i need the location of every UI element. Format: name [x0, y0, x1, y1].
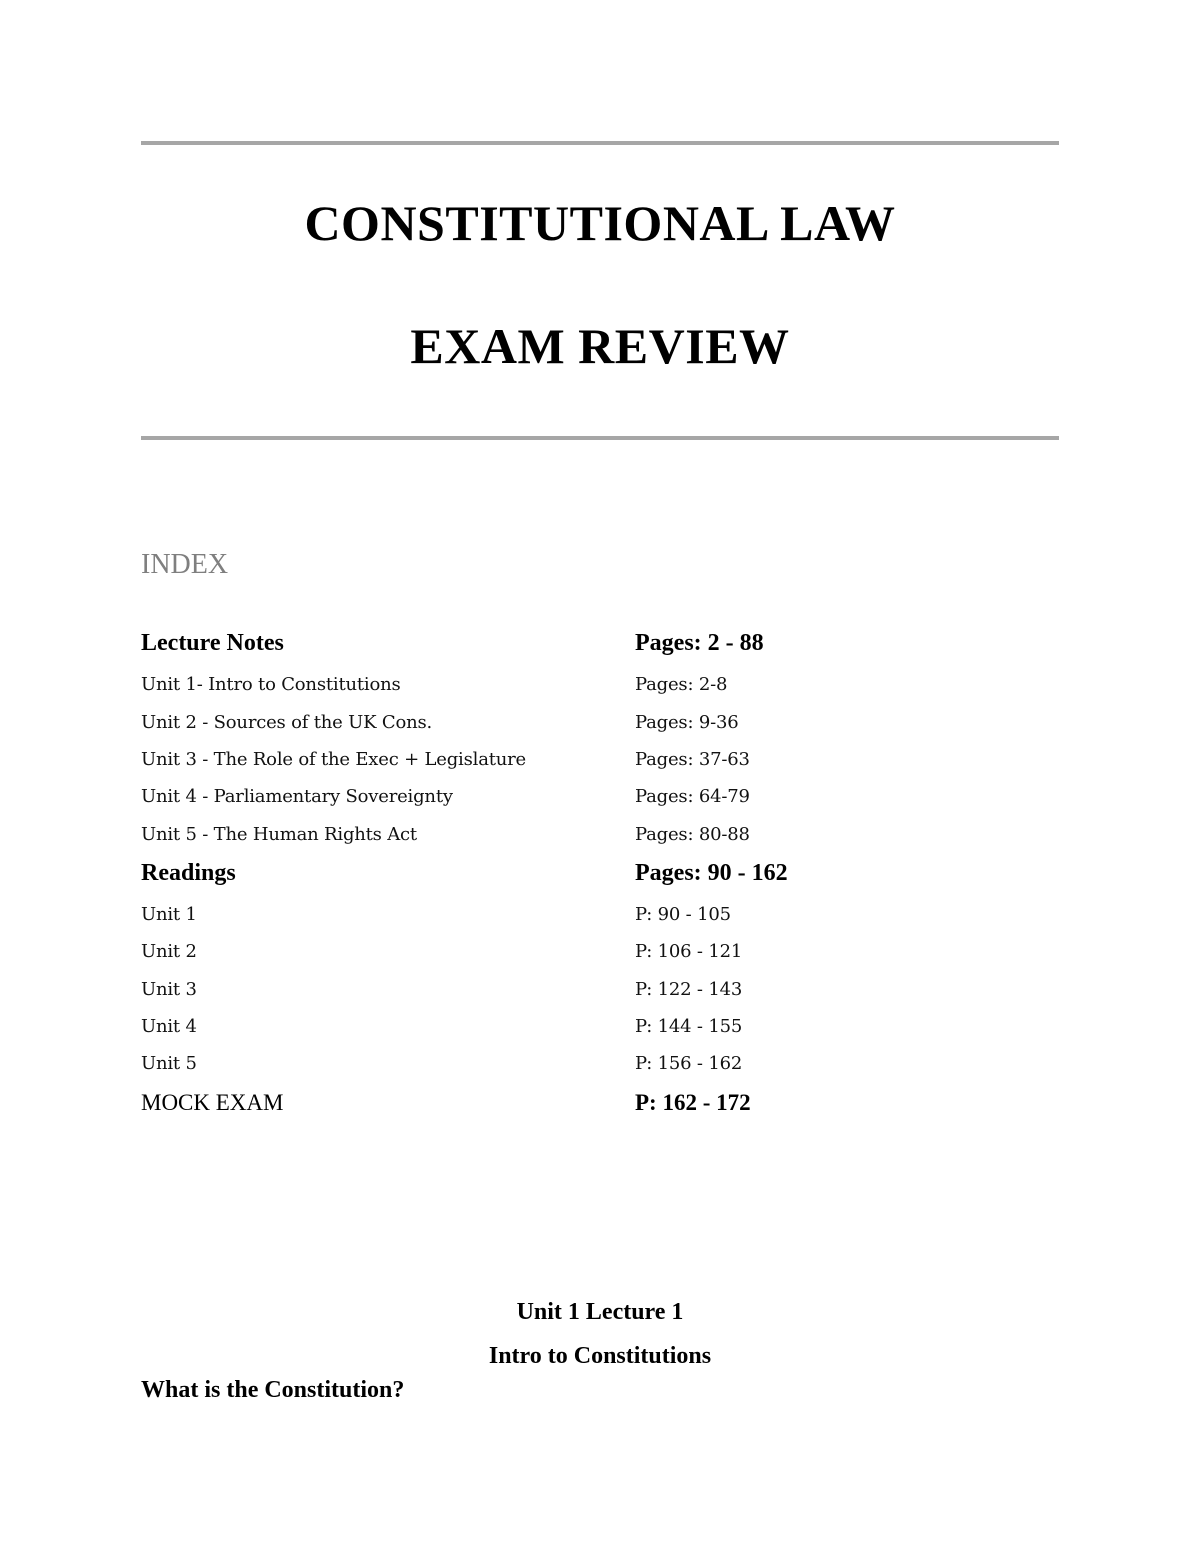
unit-subheading: Intro to Constitutions	[488, 1343, 712, 1369]
index-item-pages: P: 156 - 162	[635, 1053, 743, 1074]
index-row-mock-exam	[0, 1090, 1200, 1122]
index-item-label: Unit 2 - Sources of the UK Cons.	[141, 712, 433, 733]
index-row	[0, 1053, 1200, 1085]
index-row	[0, 674, 1200, 706]
index-item-label: Unit 5	[141, 1053, 197, 1074]
index-row	[0, 979, 1200, 1011]
index-item-pages: Pages: 37-63	[635, 749, 750, 770]
index-row	[0, 941, 1200, 973]
index-item-label: Unit 3	[141, 979, 197, 1000]
index-item-label: Unit 2	[141, 941, 197, 962]
index-item-pages: Pages: 2-8	[635, 674, 728, 695]
bottom-divider	[141, 436, 1059, 440]
index-section-label: Readings	[141, 860, 236, 886]
index-heading: INDEX	[141, 549, 229, 580]
index-section-pages: Pages: 90 - 162	[635, 860, 788, 886]
unit-heading: Unit 1 Lecture 1	[516, 1299, 684, 1325]
document-subtitle: EXAM REVIEW	[410, 318, 790, 374]
index-item-label: Unit 4	[141, 1016, 197, 1037]
index-item-label: Unit 4 - Parliamentary Sovereignty	[141, 786, 453, 807]
index-row	[0, 824, 1200, 856]
index-item-pages: Pages: 64-79	[635, 786, 750, 807]
index-item-label: Unit 3 - The Role of the Exec + Legislature	[141, 749, 527, 770]
index-item-pages: P: 144 - 155	[635, 1016, 743, 1037]
index-row	[0, 712, 1200, 744]
index-section-label: Lecture Notes	[141, 630, 284, 656]
index-row-lecture-notes	[0, 630, 1200, 662]
document-title: CONSTITUTIONAL LAW	[304, 195, 896, 251]
index-item-label: Unit 5 - The Human Rights Act	[141, 824, 417, 845]
index-item-pages: P: 106 - 121	[635, 941, 743, 962]
index-row	[0, 904, 1200, 936]
index-item-pages: Pages: 9-36	[635, 712, 739, 733]
index-section-pages: P: 162 - 172	[635, 1090, 751, 1115]
index-row	[0, 1016, 1200, 1048]
index-section-label: MOCK EXAM	[141, 1090, 284, 1115]
index-row	[0, 786, 1200, 818]
top-divider	[141, 141, 1059, 145]
index-row	[0, 749, 1200, 781]
index-item-pages: P: 90 - 105	[635, 904, 731, 925]
index-item-label: Unit 1	[141, 904, 197, 925]
section-question: What is the Constitution?	[141, 1377, 405, 1403]
index-section-pages: Pages: 2 - 88	[635, 630, 764, 656]
index-item-label: Unit 1- Intro to Constitutions	[141, 674, 401, 695]
index-item-pages: Pages: 80-88	[635, 824, 750, 845]
index-row-readings	[0, 860, 1200, 892]
index-item-pages: P: 122 - 143	[635, 979, 743, 1000]
